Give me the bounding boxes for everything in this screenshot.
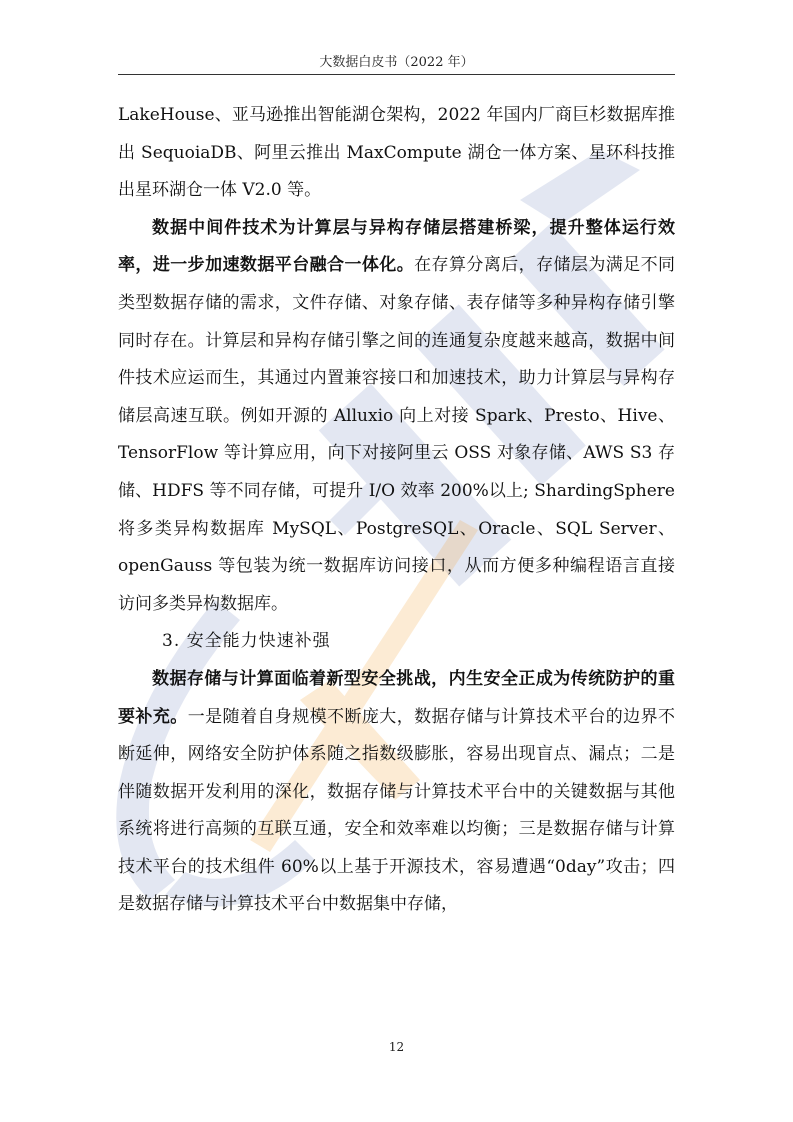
page-header: 大数据白皮书（2022 年） bbox=[319, 55, 474, 70]
paragraph-security-body: 一是随着自身规模不断庞大，数据存储与计算技术平台的边界不断延伸，网络安全防护体系随之指数级膨胀，容易出现盲点、漏点；二是伴随数据开发利用的深化，数据存储与计算技术平台中的关键数据与其他系统将进行高频的互联互通，安全和效率难以均衡；三是数据存储与计算技术平台的技术组件 60%以上基于开源技术，容易遭遇“0day”攻击；四是数据存储与计算技术平台中数据集中存储， bbox=[118, 706, 676, 915]
paragraph-security bbox=[118, 661, 675, 924]
paragraph-security-lead: 数据存储与计算面临着新型安全挑战，内生安全正成为传统防护的重要补充。 bbox=[118, 668, 675, 727]
paragraph-lakehouse: LakeHouse、亚马逊推出智能湖仓架构，2022 年国内厂商巨杉数据库推出 SequoiaDB、阿里云推出 MaxCompute 湖仓一体方案、星环科技推出星环湖仓一体 V2.0 等。 bbox=[118, 105, 675, 201]
paragraph-middleware-body: 在存算分离后，存储层为满足不同类型数据存储的需求，文件存储、对象存储、表存储等多种异构存储引擎同时存在。计算层和异构存储引擎之间的连通复杂度越来越高，数据中间件技术应运而生，其通过内置兼容接口和加速技术，助力计算层与异构存储层高速互联。例如开源的 Alluxio 向上对接 Spark、Presto、Hive、TensorFlow 等计算应用，向下对接阿里云 OSS 对象存储、AWS S3 存储、HDFS 等不同存储，可提升 I/O 效率 200%以上; ShardingSphere 将多类异构数据库 MySQL、PostgreSQL、Oracle、SQL Server、openGauss 等包装为统一数据库访问接口，从而方便多种编程语言直接访问多类异构数据库。 bbox=[118, 255, 676, 614]
body-text bbox=[118, 97, 675, 924]
page-number: 12 bbox=[388, 1040, 405, 1054]
section-heading-3: 3. 安全能力快速补强 bbox=[162, 631, 331, 652]
header-divider bbox=[118, 74, 675, 75]
paragraph-middleware-lead: 数据中间件技术为计算层与异构存储层搭建桥梁，提升整体运行效率，进一步加速数据平台融合一体化。 bbox=[118, 217, 675, 276]
paragraph-middleware bbox=[118, 210, 675, 624]
